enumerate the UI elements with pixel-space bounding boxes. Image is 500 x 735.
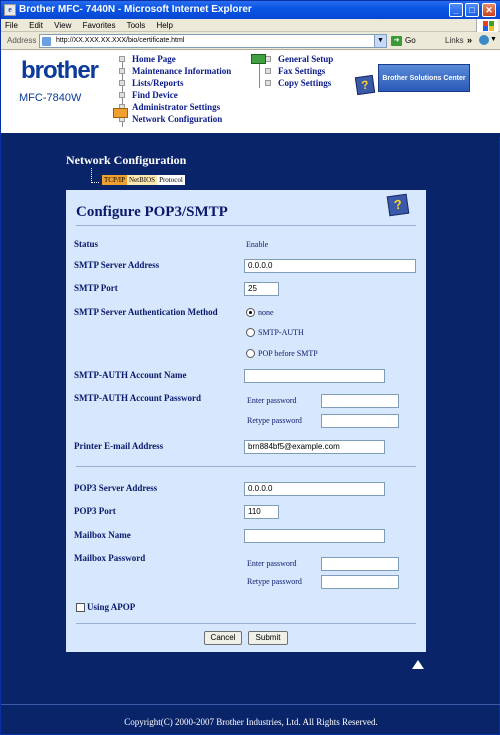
nav-find-device[interactable]: Find Device [119,89,231,101]
mailbox-name-label: Mailbox Name [74,530,131,540]
mailbox-enter-password-label: Enter password [247,559,297,568]
pop3-address-label: POP3 Server Address [74,483,158,493]
chevron-right-icon[interactable]: » [467,35,473,45]
auth-retype-password-input[interactable] [321,414,399,428]
protocol-tabs [102,175,185,185]
address-input[interactable] [39,34,387,48]
smtp-port-input[interactable]: 25 [244,282,279,296]
nav-lists-reports[interactable]: Lists/Reports [119,77,231,89]
pop3-port-label: POP3 Port [74,506,116,516]
address-url: http://XX.XXX.XX.XXX/bio/certificate.html [56,37,185,44]
nav-bullet-icon [265,68,271,74]
panel-title: Configure POP3/SMTP [76,204,228,220]
nav-general-setup[interactable]: General Setup [265,53,333,65]
menu-file[interactable]: File [5,21,18,30]
solutions-center-button[interactable]: Brother Solutions Center [378,64,470,92]
printer-email-label: Printer E-mail Address [74,441,164,451]
go-label: Go [405,36,416,45]
nav-bullet-icon [119,68,125,74]
panel-help-icon[interactable]: ? [387,194,410,217]
address-label: Address [7,36,37,45]
auth-method-label: SMTP Server Authentication Method [74,307,218,317]
mailbox-password-label: Mailbox Password [74,553,146,563]
mailbox-retype-password-label: Retype password [247,577,302,586]
panel-divider-bottom [76,623,416,624]
model-name: MFC-7840W [19,92,82,104]
smtp-address-label: SMTP Server Address [74,260,160,270]
window-title: Brother MFC- 7440N - Microsoft Internet Explorer [19,4,252,15]
nav-bullet-icon [119,56,125,62]
auth-option-none: none [258,308,274,317]
menu-tools[interactable]: Tools [126,21,146,30]
tab-protocol[interactable]: Protocol [159,176,183,184]
menu-favorites[interactable]: Favorites [82,21,116,30]
mailbox-enter-password-input[interactable] [321,557,399,571]
status-value: Enable [246,240,269,249]
mailbox-retype-password-input[interactable] [321,575,399,589]
auth-radio-smtp-auth[interactable] [246,328,255,337]
panel-divider-top [76,225,416,226]
auth-enter-password-input[interactable] [321,394,399,408]
nav-copy-settings[interactable]: Copy Settings [265,77,333,89]
nav-bullet-icon [119,92,125,98]
minimize-button[interactable]: _ [449,3,463,17]
smtp-address-input[interactable]: 0.0.0.0 [244,259,416,273]
go-arrow-icon: ➜ [391,36,402,46]
auth-retype-password-label: Retype password [247,416,302,425]
cancel-button[interactable]: Cancel [204,631,242,645]
toolbar-extra-icon[interactable] [479,35,489,45]
pop3-smtp-panel [66,190,426,652]
auth-account-name-input[interactable] [244,369,385,383]
header-divider [1,133,500,137]
status-label: Status [74,239,99,249]
panel-divider-middle [76,466,416,467]
menu-edit[interactable]: Edit [29,21,43,30]
auth-radio-none[interactable] [246,308,255,317]
pop3-port-input[interactable]: 110 [244,505,279,519]
menu-help[interactable]: Help [156,21,173,30]
auth-account-password-label: SMTP-AUTH Account Password [74,393,202,403]
page-icon [42,37,51,46]
ie-icon: e [4,4,16,16]
mailbox-name-input[interactable] [244,529,385,543]
menu-bar [1,19,500,32]
help-question-icon[interactable]: ? [355,75,375,95]
section-title: Network Configuration [66,153,187,167]
auth-option-pop-before-smtp: POP before SMTP [258,349,318,358]
nav-administrator-settings[interactable]: Administrator Settings [119,101,231,113]
go-button[interactable] [391,34,431,48]
links-button[interactable]: Links [445,36,464,45]
key-icon [113,108,128,118]
address-bar [1,32,500,50]
nav-bullet-icon [119,80,125,86]
smtp-port-label: SMTP Port [74,283,118,293]
nav-bullet-icon [265,80,271,86]
submit-button[interactable]: Submit [248,631,288,645]
nav-network-configuration[interactable]: Network Configuration [119,113,231,125]
title-bar [1,1,500,19]
menu-view[interactable]: View [54,21,72,30]
using-apop-checkbox[interactable] [76,603,85,612]
toolbar-dropdown-icon[interactable]: ▼ [490,36,497,43]
using-apop-label: Using APOP [87,602,136,612]
auth-radio-pop-before-smtp[interactable] [246,349,255,358]
tab-tree-line [91,168,99,183]
pop3-address-input[interactable]: 0.0.0.0 [244,482,385,496]
tab-tcpip[interactable]: TCP/IP [104,176,126,184]
auth-account-name-label: SMTP-AUTH Account Name [74,370,187,380]
nav-fax-settings[interactable]: Fax Settings [265,65,333,77]
auth-option-smtp-auth: SMTP-AUTH [258,328,304,337]
nav-maintenance-information[interactable]: Maintenance Information [119,65,231,77]
auth-enter-password-label: Enter password [247,396,297,405]
maximize-button[interactable]: □ [465,3,479,17]
close-button[interactable]: ✕ [482,3,496,17]
scroll-to-top-icon[interactable] [412,660,424,669]
key-green-icon [251,54,266,64]
nav-home-page[interactable]: Home Page [119,53,231,65]
copyright-text: Copyright(C) 2000-2007 Brother Industries, Ltd. All Rights Reserved. [124,717,378,727]
printer-email-input[interactable]: brn884bf5@example.com [244,440,385,454]
address-dropdown-icon[interactable]: ▼ [374,35,386,47]
page-header [1,50,500,133]
footer-divider [1,704,500,705]
windows-logo-icon [476,19,498,32]
nav-left [119,53,231,125]
brother-logo: brother [21,57,98,84]
nav-right [265,53,333,89]
tab-netbios[interactable]: NetBIOS [129,176,156,184]
